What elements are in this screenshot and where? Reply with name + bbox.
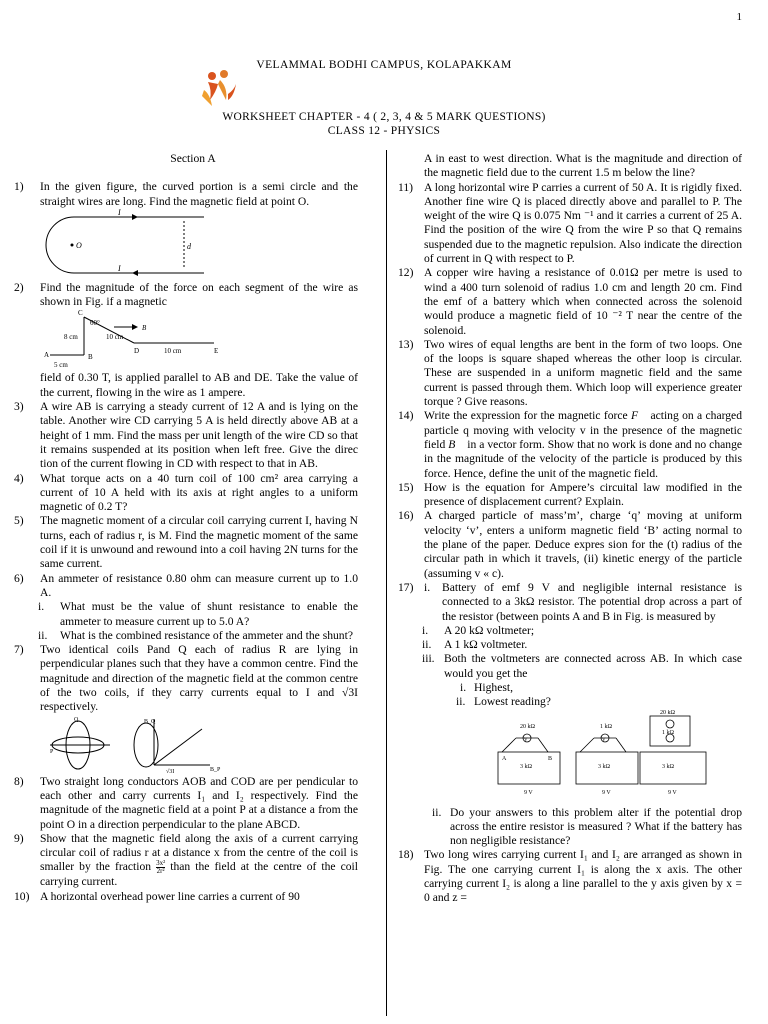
- question-7: 7) Two identical coils Pand Q each of radius R are lying in perpendicular planes such that they have a common centre. Find the magnitude and direction of the magnetic field at the common centre of the two coils, if they carry currents equal to I and √3I respectively.: [14, 643, 359, 714]
- question-12: 12) A copper wire having a resistance of 0.01Ω per metre is used to wind a 400 turn solenoid of radius 1.0 cm and length 20 cm. Find the emf of a battery which when connected across the solenoid would produce a magnetic field of 10 ⁻² T near the centre of the solenoid.: [398, 266, 742, 337]
- question-10: 10) A horizontal overhead power line carries a current of 90: [14, 889, 300, 903]
- svg-text:B_P: B_P: [210, 766, 221, 773]
- question-17-option-b: ii. A 1 kΩ voltmeter.: [422, 638, 528, 652]
- svg-text:D: D: [134, 347, 140, 356]
- question-15: 15) How is the equation for Ampere’s circuital law modified in the presence of displacement current? Explain.: [398, 480, 742, 509]
- svg-text:3 kΩ: 3 kΩ: [520, 763, 532, 770]
- question-16: 16) A charged particle of mass’m’, charge ‘q’ moving at uniform velocity ‘v’, enters a uniform magnetic field ‘B’ acting normal to the plane of the paper. Deduce expres sion for the (t) radius of the circular path in which it travels, (ii) kinetic energy of the particle (assuming v « c).: [398, 509, 742, 580]
- svg-text:V: V: [524, 737, 528, 743]
- question-17-part-i: i. Battery of emf 9 V and negligible internal resistance is connected to a 3kΩ resistor. The potential drop across a part of the resistor (between points A and B in Fig. is measured by: [424, 580, 742, 623]
- question-6: 6) An ammeter of resistance 0.80 ohm can measure current up to 1.0 A.: [14, 571, 358, 599]
- question-11: 11) A long horizontal wire P carries a current of 50 A. It is rigidly fixed. Another fine wire Q is placed directly above and parallel to P. The weight of the wire Q is 0.075 Nm ⁻¹ and it carries a current of 25 A. Find the position of the wire Q from the wire P so that Q remains suspended due to the magnetic repulsion. Also indicate the direction of current in Q with respect to P.: [398, 180, 742, 266]
- svg-text:20 kΩ: 20 kΩ: [660, 709, 675, 716]
- question-3: 3) A wire AB is carrying a steady current of 12 A and is lying on the table. Another wire CD carrying 5 A is held directly above AB at a height of 1 mm. Find the mass per unit length of the wire CD so that it remains suspended at its position when left free. Give the direc tion of the current flowing in CD with respect to that in AB.: [14, 400, 358, 471]
- question-14: 14) Write the expression for the magnetic force F⃗ acting on a charged particle q moving with velocity v in the presence of the magnetic field B⃗ in a vector form. Show that no work is done and no change in the magnitude of the velocity of the particle is produced by this force. Hence, define the unit of the magnetic field.: [398, 409, 743, 480]
- question-13: 13) Two wires of equal lengths are bent in the form of two loops. One of the loops is square shaped whereas the other loop is circular. These are suspended in a uniform magnetic field and the same current is passed through them. Which loop will experience greater torque ? Give reasons.: [398, 337, 742, 409]
- svg-text:A: A: [502, 755, 507, 762]
- svg-text:8 cm: 8 cm: [64, 333, 78, 342]
- svg-text:1 kΩ: 1 kΩ: [662, 729, 674, 736]
- svg-text:B: B: [142, 324, 147, 333]
- svg-text:C: C: [78, 309, 83, 318]
- right-column: [398, 152, 742, 906]
- page-number: 1: [736, 11, 742, 23]
- svg-text:10 cm: 10 cm: [164, 347, 182, 356]
- svg-text:9 V: 9 V: [602, 789, 611, 796]
- svg-text:A: A: [44, 351, 50, 360]
- question-17-option-c-1: i. Highest,: [460, 680, 513, 694]
- question-6-part-i: i. What must be the value of shunt resistance to enable the ammeter to measure current up to 5.0 A?: [38, 600, 358, 628]
- figure-voltmeter-circuits: [398, 710, 742, 806]
- column-divider: [386, 150, 387, 1016]
- svg-text:1 kΩ: 1 kΩ: [600, 723, 612, 730]
- svg-text:3 kΩ: 3 kΩ: [662, 763, 674, 770]
- question-8: 8) Two straight long conductors AOB and COD are per pendicular to each other and carry currents I₁ and I₂ respectively. Find the magnitude of the magnetic field at a point P at a distance a from the point O in a direction perpendicular to the plane ABCD.: [14, 774, 358, 831]
- question-9: 9) Show that the magnetic field along the axis of a current carrying circular coil of radius r at a distance x from the centre of the coil is smaller by the fraction $\frac{\text{3x²}}{\text{2r²}}$ than the field at the centre of the coil carrying current.: [14, 831, 358, 889]
- svg-text:V: V: [602, 737, 606, 743]
- question-4: 4) What torque acts on a 40 turn coil of 100 cm² area carrying a current of 10 A held with its axis at right angles to a uniform magnetic of 0.2 T?: [14, 471, 358, 514]
- question-10-continued: A in east to west direction. What is the magnitude and direction of the magnetic field due to the current 1.5 m below the line?: [424, 152, 742, 180]
- svg-text:d: d: [187, 241, 191, 251]
- svg-text:20 kΩ: 20 kΩ: [520, 723, 535, 730]
- question-6-part-ii: ii. What is the combined resistance of the ammeter and the shunt?: [38, 628, 353, 642]
- svg-text:Q: Q: [74, 716, 79, 723]
- worksheet-title: WORKSHEET CHAPTER - 4 ( 2, 3, 4 & 5 MARK QUESTIONS): [222, 111, 546, 123]
- question-2: 2) Find the magnitude of the force on each segment of the wire as shown in Fig. if a magnetic: [14, 280, 358, 309]
- figure-semicircle-wire: [14, 209, 358, 281]
- svg-text:O: O: [76, 240, 82, 250]
- svg-text:3 kΩ: 3 kΩ: [598, 763, 610, 770]
- svg-text:9 V: 9 V: [668, 789, 677, 796]
- section-title: Section A: [170, 152, 216, 165]
- svg-text:5 cm: 5 cm: [54, 361, 68, 370]
- svg-text:P: P: [50, 748, 54, 755]
- question-1: 1) In the given figure, the curved portion is a semi circle and the straight wires are long. Find the magnetic field at point O.: [14, 180, 358, 208]
- question-5: 5) The magnetic moment of a circular coil carrying current I, having N turns, each of radius r, is M. Find the magnetic moment of the same coil if it is unwound and rewound into a coil having 2N turns for the same current.: [14, 514, 358, 571]
- question-17-option-a: i. A 20 kΩ voltmeter;: [422, 623, 535, 637]
- question-17-option-c: iii. Both the voltmeters are connected across AB. In which case would you get the: [422, 652, 742, 680]
- question-17-option-c-2: ii. Lowest reading?: [456, 695, 551, 709]
- school-name: VELAMMAL BODHI CAMPUS, KOLAPAKKAM: [256, 59, 512, 71]
- question-17: 17) i. Battery of emf 9 V and negligible internal resistance is connected to a 3kΩ resistor. The potential drop across a part of the resistor (between points A and B in Fig. is measured by: [398, 580, 742, 623]
- fraction: $\frac{\text{3x²}}{\text{2r²}}$: [156, 859, 166, 876]
- svg-text:60°: 60°: [90, 319, 100, 328]
- svg-text:I: I: [118, 263, 121, 273]
- figure-perpendicular-coils: [14, 715, 358, 775]
- question-17-part-ii: ii. Do your answers to this problem alter if the potential drop across the entire resistor is measured ? What if the battery has non negligible resistance?: [432, 805, 742, 848]
- svg-text:I: I: [118, 208, 121, 217]
- svg-text:E: E: [214, 347, 219, 356]
- svg-text:B: B: [88, 353, 93, 362]
- class-line: CLASS 12 - PHYSICS: [327, 125, 441, 137]
- svg-text:√3I: √3I: [166, 768, 175, 775]
- left-column: [14, 152, 358, 904]
- figure-bent-wire: [14, 309, 358, 371]
- svg-text:B_Q: B_Q: [144, 718, 156, 725]
- svg-text:9 V: 9 V: [524, 789, 533, 796]
- svg-text:B: B: [548, 755, 553, 762]
- school-logo-icon: [198, 70, 240, 110]
- question-2-continued: field of 0.30 T, is applied parallel to AB and DE. Take the value of the current, flowing in the wire as 1 ampere.: [40, 371, 358, 399]
- svg-text:10 cm: 10 cm: [106, 333, 124, 342]
- question-18: 18) Two long wires carrying current I₁ and I₂ are arranged as shown in Fig. The one carrying current I₁ is along the x axis. The other carrying current I₂ is along a line parallel to the y axis given by x = 0 and z =: [398, 848, 742, 905]
